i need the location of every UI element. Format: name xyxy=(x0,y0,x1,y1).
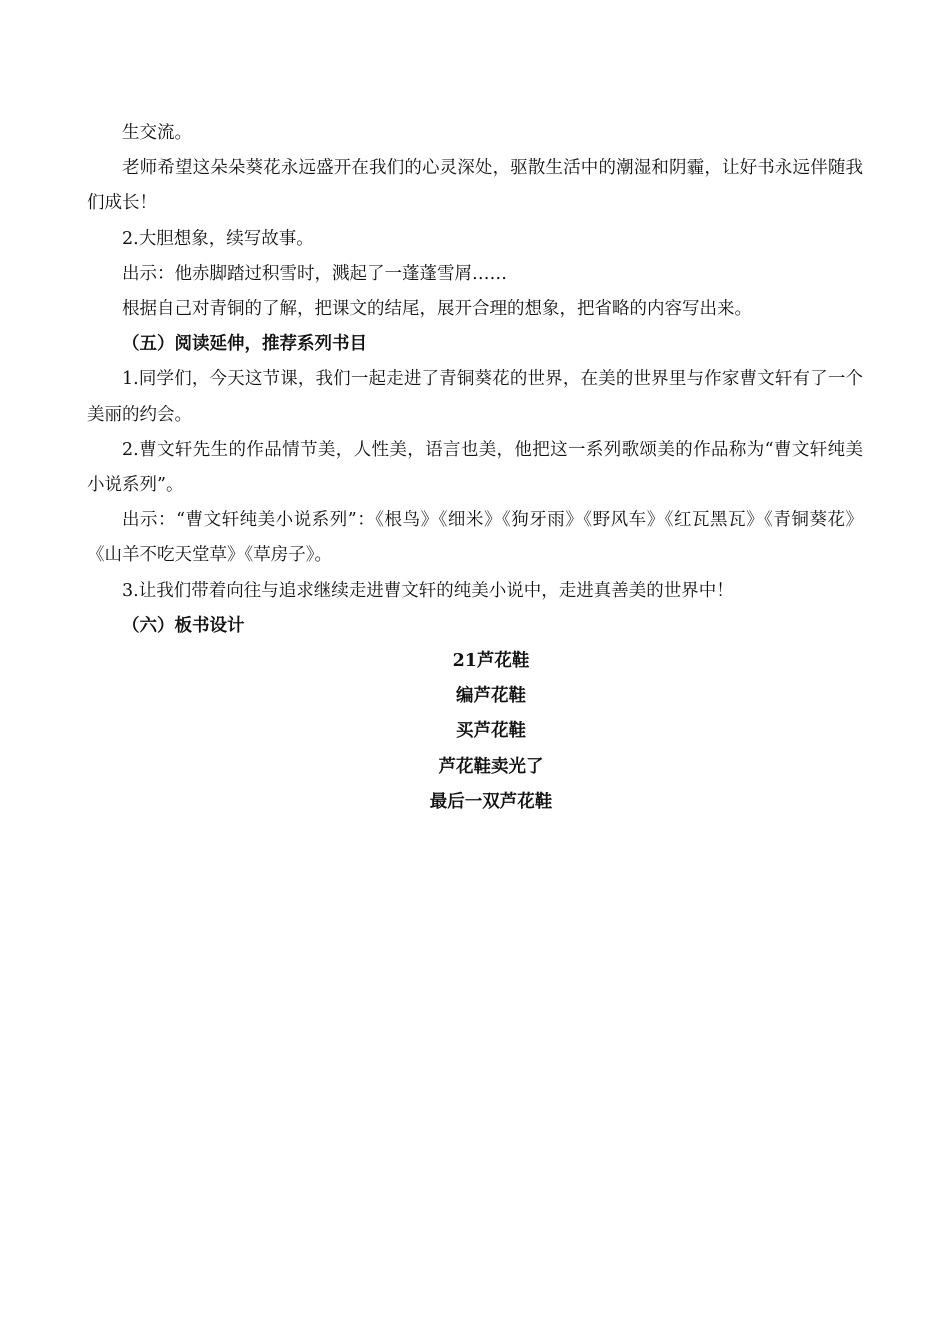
section-5-paragraph-2: 2.曹文轩先生的作品情节美，人性美，语言也美，他把这一系列歌颂美的作品称为“曹文轩纯美小说系列”。 xyxy=(87,439,863,496)
section-5-paragraph-3: 3.让我们带着向往与追求继续走进曹文轩的纯美小说中，走进真善美的世界中！ xyxy=(122,580,734,601)
paragraph-write-ending: 根据自己对青铜的了解，把课文的结尾，展开合理的想象，把省略的内容写出来。 xyxy=(122,299,752,320)
section-6-heading: （六）板书设计 xyxy=(122,615,245,636)
paragraph-imagine-task: 2.大胆想象，续写故事。 xyxy=(122,228,314,249)
board-line-buy: 买芦花鞋 xyxy=(456,721,526,742)
section-5-book-list: 出示：“曹文轩纯美小说系列”：《根鸟》《细米》《狗牙雨》《野风车》《红瓦黑瓦》《青铜葵花》《山羊不吃天堂草》《草房子》。 xyxy=(87,510,863,566)
paragraph-teacher-wish: 老师希望这朵朵葵花永远盛开在我们的心灵深处，驱散生活中的潮湿和阴霾，让好书永远伴随我们成长！ xyxy=(87,158,863,214)
board-line-weave: 编芦花鞋 xyxy=(456,686,526,707)
board-design xyxy=(87,644,863,820)
board-line-sold-out: 芦花鞋卖光了 xyxy=(438,756,544,777)
board-title: 21芦花鞋 xyxy=(452,651,530,672)
paragraph-continuation: 生交流。 xyxy=(122,123,192,143)
section-5-heading: （五）阅读延伸，推荐系列书目 xyxy=(122,334,367,355)
section-5-paragraph-1: 1.同学们，今天这节课，我们一起走进了青铜葵花的世界，在美的世界里与作家曹文轩有了一个美丽的约会。 xyxy=(87,369,863,425)
paragraph-show-snow: 出示：他赤脚踏过积雪时，溅起了一蓬蓬雪屑…… xyxy=(122,263,507,284)
board-line-last-pair: 最后一双芦花鞋 xyxy=(429,791,553,812)
document-body xyxy=(87,116,863,820)
